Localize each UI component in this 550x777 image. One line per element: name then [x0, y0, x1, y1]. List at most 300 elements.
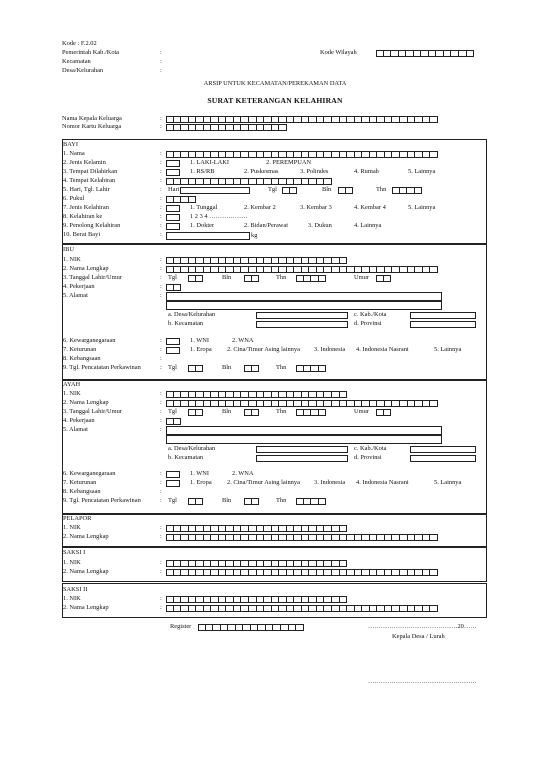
char-box[interactable]	[181, 400, 189, 407]
char-box[interactable]	[204, 391, 212, 398]
char-box[interactable]	[279, 596, 287, 603]
char-box[interactable]	[174, 124, 182, 131]
char-box[interactable]	[362, 151, 370, 158]
char-box[interactable]	[198, 624, 206, 631]
char-box[interactable]	[219, 560, 227, 567]
char-box[interactable]	[234, 605, 242, 612]
char-box[interactable]	[181, 534, 189, 541]
char-box[interactable]	[181, 178, 189, 185]
char-box[interactable]	[241, 266, 249, 273]
char-box[interactable]	[174, 605, 182, 612]
char-box[interactable]	[249, 605, 257, 612]
char-box[interactable]	[272, 391, 280, 398]
char-box[interactable]	[408, 534, 416, 541]
char-box[interactable]	[324, 178, 332, 185]
char-box[interactable]	[252, 409, 260, 416]
char-box[interactable]	[309, 569, 317, 576]
ibu-nik-boxes[interactable]	[166, 257, 347, 264]
saksi1-nama-boxes[interactable]	[166, 569, 438, 576]
char-box[interactable]	[219, 534, 227, 541]
char-box[interactable]	[196, 400, 204, 407]
char-box[interactable]	[166, 569, 174, 576]
char-box[interactable]	[317, 569, 325, 576]
char-box[interactable]	[166, 284, 174, 291]
char-box[interactable]	[181, 605, 189, 612]
char-box[interactable]	[302, 257, 310, 264]
char-box[interactable]	[309, 257, 317, 264]
char-box[interactable]	[174, 196, 182, 203]
char-box[interactable]	[219, 178, 227, 185]
ayah-pekerjaan-boxes[interactable]	[166, 418, 181, 425]
char-box[interactable]	[243, 624, 251, 631]
char-box[interactable]	[272, 596, 280, 603]
char-box[interactable]	[287, 525, 295, 532]
char-box[interactable]	[385, 116, 393, 123]
char-box[interactable]	[181, 525, 189, 532]
char-box[interactable]	[244, 409, 252, 416]
char-box[interactable]	[377, 116, 385, 123]
char-box[interactable]	[279, 569, 287, 576]
char-box[interactable]	[279, 116, 287, 123]
char-box[interactable]	[304, 275, 312, 282]
char-box[interactable]	[309, 534, 317, 541]
char-box[interactable]	[459, 50, 467, 57]
char-box[interactable]	[241, 124, 249, 131]
char-box[interactable]	[234, 116, 242, 123]
char-box[interactable]	[385, 534, 393, 541]
char-box[interactable]	[241, 257, 249, 264]
ayah-bln-boxes[interactable]	[244, 409, 259, 416]
char-box[interactable]	[189, 178, 197, 185]
char-box[interactable]	[290, 187, 298, 194]
char-box[interactable]	[196, 525, 204, 532]
char-box[interactable]	[370, 266, 378, 273]
char-box[interactable]	[355, 569, 363, 576]
bayi-jk-box[interactable]	[166, 160, 180, 167]
char-box[interactable]	[355, 266, 363, 273]
char-box[interactable]	[226, 124, 234, 131]
char-box[interactable]	[174, 400, 182, 407]
char-box[interactable]	[287, 569, 295, 576]
char-box[interactable]	[376, 409, 384, 416]
char-box[interactable]	[221, 624, 229, 631]
char-box[interactable]	[384, 50, 392, 57]
char-box[interactable]	[347, 266, 355, 273]
char-box[interactable]	[272, 525, 280, 532]
char-box[interactable]	[332, 116, 340, 123]
char-box[interactable]	[257, 116, 265, 123]
char-box[interactable]	[384, 409, 392, 416]
char-box[interactable]	[415, 187, 423, 194]
char-box[interactable]	[249, 596, 257, 603]
pukul-boxes[interactable]	[166, 196, 196, 203]
ayah-tgl-boxes[interactable]	[188, 409, 203, 416]
char-box[interactable]	[392, 605, 400, 612]
char-box[interactable]	[257, 124, 265, 131]
char-box[interactable]	[324, 116, 332, 123]
char-box[interactable]	[234, 525, 242, 532]
char-box[interactable]	[204, 400, 212, 407]
char-box[interactable]	[196, 257, 204, 264]
char-box[interactable]	[204, 534, 212, 541]
char-box[interactable]	[392, 266, 400, 273]
char-box[interactable]	[226, 151, 234, 158]
ayah-kw-box[interactable]	[166, 471, 180, 478]
char-box[interactable]	[415, 151, 423, 158]
char-box[interactable]	[309, 391, 317, 398]
char-box[interactable]	[174, 569, 182, 576]
char-box[interactable]	[408, 151, 416, 158]
char-box[interactable]	[340, 391, 348, 398]
char-box[interactable]	[279, 124, 287, 131]
char-box[interactable]	[181, 266, 189, 273]
ibu-thn-boxes[interactable]	[296, 275, 326, 282]
ibu-alamat-box-1[interactable]	[166, 292, 442, 301]
ibu-bln-boxes[interactable]	[244, 275, 259, 282]
char-box[interactable]	[415, 534, 423, 541]
char-box[interactable]	[332, 560, 340, 567]
char-box[interactable]	[340, 257, 348, 264]
char-box[interactable]	[302, 178, 310, 185]
char-box[interactable]	[279, 400, 287, 407]
char-box[interactable]	[196, 498, 204, 505]
ibu-umur-boxes[interactable]	[376, 275, 391, 282]
char-box[interactable]	[272, 605, 280, 612]
char-box[interactable]	[311, 409, 319, 416]
char-box[interactable]	[340, 266, 348, 273]
char-box[interactable]	[294, 151, 302, 158]
char-box[interactable]	[226, 266, 234, 273]
char-box[interactable]	[370, 400, 378, 407]
char-box[interactable]	[264, 534, 272, 541]
ibu-kawin-thn-boxes[interactable]	[296, 365, 326, 372]
char-box[interactable]	[228, 624, 236, 631]
char-box[interactable]	[234, 257, 242, 264]
char-box[interactable]	[181, 196, 189, 203]
char-box[interactable]	[302, 560, 310, 567]
char-box[interactable]	[355, 116, 363, 123]
char-box[interactable]	[309, 605, 317, 612]
char-box[interactable]	[362, 569, 370, 576]
char-box[interactable]	[188, 275, 196, 282]
char-box[interactable]	[385, 569, 393, 576]
char-box[interactable]	[370, 116, 378, 123]
char-box[interactable]	[266, 624, 274, 631]
char-box[interactable]	[196, 116, 204, 123]
char-box[interactable]	[211, 391, 219, 398]
char-box[interactable]	[264, 569, 272, 576]
char-box[interactable]	[414, 50, 422, 57]
char-box[interactable]	[234, 151, 242, 158]
char-box[interactable]	[317, 400, 325, 407]
char-box[interactable]	[302, 534, 310, 541]
char-box[interactable]	[294, 400, 302, 407]
char-box[interactable]	[377, 266, 385, 273]
char-box[interactable]	[287, 391, 295, 398]
char-box[interactable]	[362, 400, 370, 407]
char-box[interactable]	[338, 187, 346, 194]
char-box[interactable]	[391, 50, 399, 57]
char-box[interactable]	[258, 624, 266, 631]
char-box[interactable]	[189, 569, 197, 576]
char-box[interactable]	[346, 187, 354, 194]
char-box[interactable]	[166, 534, 174, 541]
char-box[interactable]	[272, 400, 280, 407]
char-box[interactable]	[166, 266, 174, 273]
char-box[interactable]	[340, 151, 348, 158]
char-box[interactable]	[294, 116, 302, 123]
char-box[interactable]	[415, 400, 423, 407]
nomor-kk-boxes[interactable]	[166, 124, 287, 131]
ibu-kec-box[interactable]	[256, 321, 348, 328]
char-box[interactable]	[249, 534, 257, 541]
char-box[interactable]	[189, 116, 197, 123]
char-box[interactable]	[376, 275, 384, 282]
char-box[interactable]	[189, 151, 197, 158]
char-box[interactable]	[408, 400, 416, 407]
char-box[interactable]	[188, 365, 196, 372]
char-box[interactable]	[264, 116, 272, 123]
char-box[interactable]	[272, 266, 280, 273]
char-box[interactable]	[174, 525, 182, 532]
ibu-alamat-box-2[interactable]	[166, 301, 442, 310]
char-box[interactable]	[309, 400, 317, 407]
char-box[interactable]	[249, 257, 257, 264]
char-box[interactable]	[347, 400, 355, 407]
char-box[interactable]	[166, 178, 174, 185]
char-box[interactable]	[399, 50, 407, 57]
char-box[interactable]	[332, 266, 340, 273]
char-box[interactable]	[196, 605, 204, 612]
char-box[interactable]	[211, 178, 219, 185]
char-box[interactable]	[332, 151, 340, 158]
berat-box[interactable]	[166, 232, 250, 240]
char-box[interactable]	[219, 151, 227, 158]
char-box[interactable]	[423, 605, 431, 612]
char-box[interactable]	[273, 624, 281, 631]
char-box[interactable]	[302, 151, 310, 158]
char-box[interactable]	[406, 50, 414, 57]
char-box[interactable]	[166, 124, 174, 131]
char-box[interactable]	[219, 605, 227, 612]
char-box[interactable]	[264, 124, 272, 131]
char-box[interactable]	[370, 534, 378, 541]
char-box[interactable]	[196, 275, 204, 282]
char-box[interactable]	[219, 525, 227, 532]
char-box[interactable]	[226, 178, 234, 185]
register-boxes[interactable]	[198, 624, 304, 631]
char-box[interactable]	[340, 400, 348, 407]
char-box[interactable]	[174, 534, 182, 541]
char-box[interactable]	[257, 178, 265, 185]
char-box[interactable]	[317, 525, 325, 532]
char-box[interactable]	[211, 605, 219, 612]
char-box[interactable]	[377, 400, 385, 407]
char-box[interactable]	[317, 605, 325, 612]
char-box[interactable]	[319, 365, 327, 372]
char-box[interactable]	[252, 365, 260, 372]
ayah-nik-boxes[interactable]	[166, 391, 347, 398]
char-box[interactable]	[340, 605, 348, 612]
char-box[interactable]	[370, 605, 378, 612]
char-box[interactable]	[317, 116, 325, 123]
char-box[interactable]	[249, 560, 257, 567]
char-box[interactable]	[241, 151, 249, 158]
char-box[interactable]	[282, 187, 290, 194]
char-box[interactable]	[196, 365, 204, 372]
char-box[interactable]	[264, 400, 272, 407]
char-box[interactable]	[332, 534, 340, 541]
char-box[interactable]	[166, 525, 174, 532]
char-box[interactable]	[430, 400, 438, 407]
char-box[interactable]	[332, 257, 340, 264]
char-box[interactable]	[211, 596, 219, 603]
char-box[interactable]	[355, 534, 363, 541]
char-box[interactable]	[174, 151, 182, 158]
char-box[interactable]	[249, 266, 257, 273]
char-box[interactable]	[408, 605, 416, 612]
char-box[interactable]	[257, 596, 265, 603]
char-box[interactable]	[204, 257, 212, 264]
char-box[interactable]	[236, 624, 244, 631]
char-box[interactable]	[279, 266, 287, 273]
char-box[interactable]	[189, 534, 197, 541]
char-box[interactable]	[287, 266, 295, 273]
char-box[interactable]	[400, 116, 408, 123]
char-box[interactable]	[436, 50, 444, 57]
char-box[interactable]	[196, 391, 204, 398]
char-box[interactable]	[174, 596, 182, 603]
char-box[interactable]	[272, 257, 280, 264]
char-box[interactable]	[226, 400, 234, 407]
char-box[interactable]	[289, 624, 297, 631]
char-box[interactable]	[204, 560, 212, 567]
char-box[interactable]	[226, 560, 234, 567]
char-box[interactable]	[189, 525, 197, 532]
char-box[interactable]	[234, 266, 242, 273]
char-box[interactable]	[226, 257, 234, 264]
char-box[interactable]	[219, 257, 227, 264]
char-box[interactable]	[211, 525, 219, 532]
char-box[interactable]	[287, 178, 295, 185]
char-box[interactable]	[294, 596, 302, 603]
char-box[interactable]	[423, 569, 431, 576]
char-box[interactable]	[385, 151, 393, 158]
char-box[interactable]	[181, 151, 189, 158]
char-box[interactable]	[311, 275, 319, 282]
char-box[interactable]	[189, 560, 197, 567]
char-box[interactable]	[423, 400, 431, 407]
char-box[interactable]	[196, 124, 204, 131]
char-box[interactable]	[196, 151, 204, 158]
char-box[interactable]	[392, 534, 400, 541]
char-box[interactable]	[166, 400, 174, 407]
char-box[interactable]	[234, 178, 242, 185]
char-box[interactable]	[317, 596, 325, 603]
char-box[interactable]	[241, 525, 249, 532]
char-box[interactable]	[189, 266, 197, 273]
pelapor-nama-boxes[interactable]	[166, 534, 438, 541]
char-box[interactable]	[196, 409, 204, 416]
ibu-kawin-bln-boxes[interactable]	[244, 365, 259, 372]
char-box[interactable]	[188, 498, 196, 505]
char-box[interactable]	[287, 116, 295, 123]
char-box[interactable]	[377, 534, 385, 541]
char-box[interactable]	[257, 391, 265, 398]
char-box[interactable]	[204, 525, 212, 532]
char-box[interactable]	[309, 596, 317, 603]
char-box[interactable]	[211, 569, 219, 576]
char-box[interactable]	[234, 400, 242, 407]
char-box[interactable]	[272, 534, 280, 541]
char-box[interactable]	[444, 50, 452, 57]
tgl-boxes[interactable]	[282, 187, 297, 194]
char-box[interactable]	[294, 391, 302, 398]
char-box[interactable]	[429, 50, 437, 57]
char-box[interactable]	[257, 525, 265, 532]
char-box[interactable]	[296, 498, 304, 505]
char-box[interactable]	[279, 178, 287, 185]
char-box[interactable]	[226, 391, 234, 398]
char-box[interactable]	[347, 116, 355, 123]
char-box[interactable]	[332, 605, 340, 612]
char-box[interactable]	[400, 187, 408, 194]
char-box[interactable]	[340, 560, 348, 567]
char-box[interactable]	[264, 596, 272, 603]
char-box[interactable]	[252, 498, 260, 505]
ayah-kawin-tgl-boxes[interactable]	[188, 498, 203, 505]
char-box[interactable]	[272, 569, 280, 576]
char-box[interactable]	[400, 151, 408, 158]
char-box[interactable]	[272, 151, 280, 158]
char-box[interactable]	[241, 534, 249, 541]
char-box[interactable]	[287, 151, 295, 158]
char-box[interactable]	[317, 391, 325, 398]
char-box[interactable]	[302, 266, 310, 273]
char-box[interactable]	[241, 560, 249, 567]
char-box[interactable]	[166, 596, 174, 603]
char-box[interactable]	[400, 605, 408, 612]
char-box[interactable]	[174, 178, 182, 185]
char-box[interactable]	[340, 534, 348, 541]
thn-boxes[interactable]	[392, 187, 422, 194]
char-box[interactable]	[355, 400, 363, 407]
ayah-alamat-box-1[interactable]	[166, 426, 442, 435]
char-box[interactable]	[400, 266, 408, 273]
char-box[interactable]	[294, 525, 302, 532]
char-box[interactable]	[296, 409, 304, 416]
char-box[interactable]	[362, 266, 370, 273]
char-box[interactable]	[392, 151, 400, 158]
char-box[interactable]	[174, 284, 182, 291]
char-box[interactable]	[244, 498, 252, 505]
char-box[interactable]	[174, 266, 182, 273]
char-box[interactable]	[257, 569, 265, 576]
char-box[interactable]	[294, 266, 302, 273]
char-box[interactable]	[264, 257, 272, 264]
ayah-nama-boxes[interactable]	[166, 400, 438, 407]
char-box[interactable]	[347, 151, 355, 158]
char-box[interactable]	[279, 560, 287, 567]
char-box[interactable]	[332, 400, 340, 407]
char-box[interactable]	[181, 391, 189, 398]
char-box[interactable]	[264, 151, 272, 158]
char-box[interactable]	[324, 400, 332, 407]
char-box[interactable]	[174, 560, 182, 567]
char-box[interactable]	[400, 400, 408, 407]
char-box[interactable]	[324, 151, 332, 158]
char-box[interactable]	[264, 266, 272, 273]
